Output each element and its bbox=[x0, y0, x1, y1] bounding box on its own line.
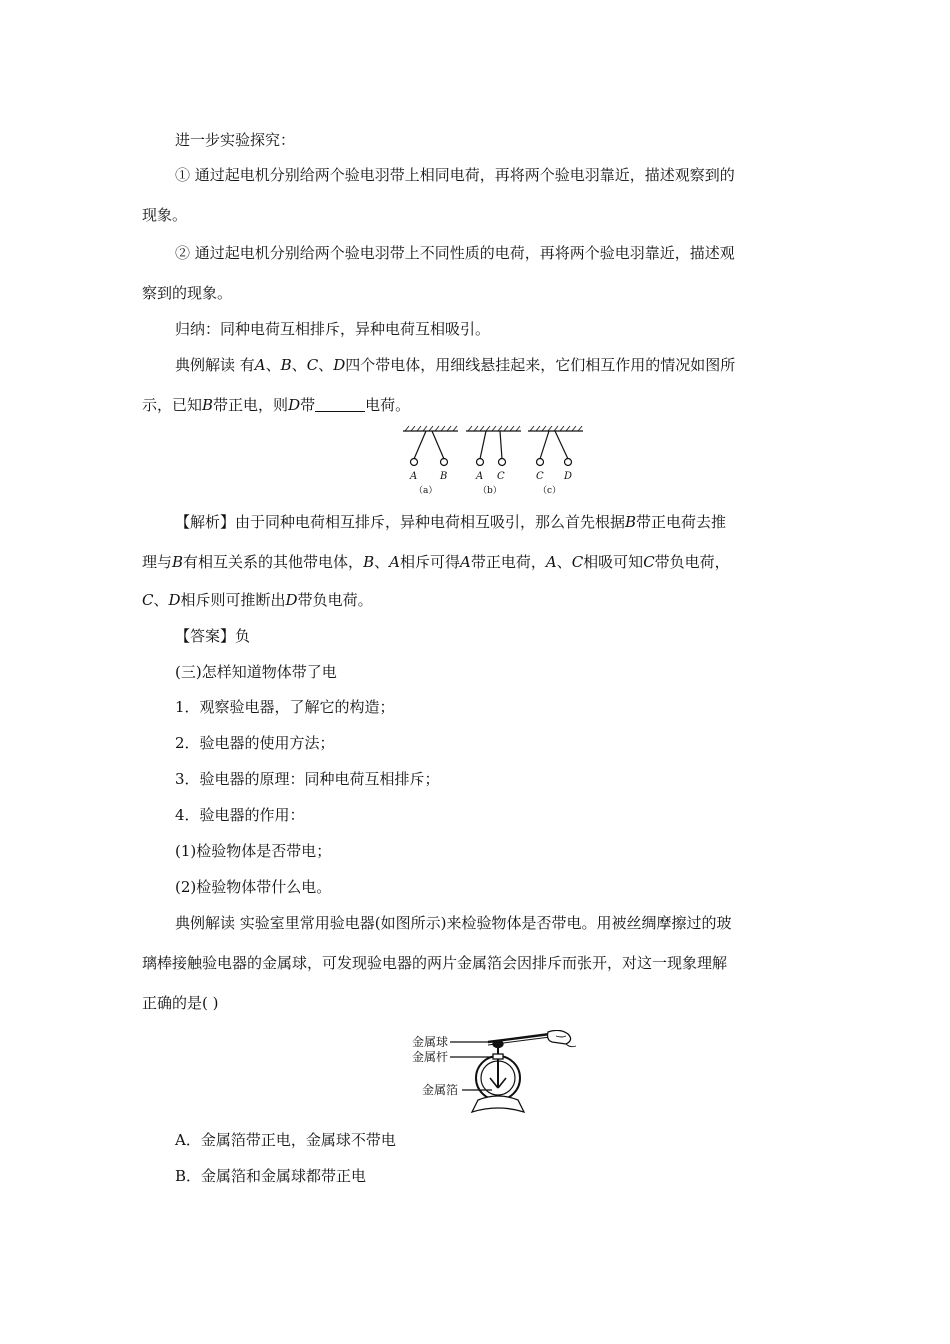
option-b: B．金属箔和金属球都带正电 bbox=[175, 1167, 367, 1185]
fig1-caption-a: （a） bbox=[414, 486, 438, 496]
para-step2-line1: ② 通过起电机分别给两个验电羽带上不同性质的电荷，再将两个验电羽靠近，描述观 bbox=[175, 244, 735, 262]
fig1-caption-c: （c） bbox=[538, 486, 562, 496]
fig2-label-foil: 金属箔 bbox=[422, 1083, 459, 1097]
example1-line2: 示，已知B带正电，则D带 电荷。 bbox=[142, 396, 411, 414]
section-heading: (三)怎样知道物体带了电 bbox=[175, 663, 337, 681]
fig1-label-d1: D bbox=[564, 471, 573, 482]
para-title: 进一步实验探究： bbox=[175, 131, 296, 149]
list-item-2: 2．验电器的使用方法； bbox=[175, 734, 335, 752]
fig1-label-a2: A bbox=[476, 471, 484, 482]
example1-line1: 典例解读 有A、B、C、D四个带电体，用细线悬挂起来，它们相互作用的情况如图所 bbox=[175, 356, 736, 374]
example2-line1: 典例解读 实验室里常用验电器(如图所示)来检验物体是否带电。用被丝绸摩擦过的玻 bbox=[175, 914, 732, 932]
list-item-4: 4．验电器的作用： bbox=[175, 806, 305, 824]
list-item-3: 3．验电器的原理：同种电荷互相排斥； bbox=[175, 770, 440, 788]
answer-blank bbox=[315, 397, 365, 412]
para-step1-line1: ① 通过起电机分别给两个验电羽带上相同电荷，再将两个验电羽靠近，描述观察到的 bbox=[175, 166, 735, 184]
para-step2-line2: 察到的现象。 bbox=[142, 284, 233, 302]
fig1-label-c2: C bbox=[536, 471, 544, 482]
answer: 【答案】负 bbox=[175, 627, 251, 645]
figure-hanging-balls bbox=[400, 424, 590, 500]
option-a: A．金属箔带正电，金属球不带电 bbox=[175, 1131, 396, 1149]
fig2-label-ball: 金属球 bbox=[412, 1035, 449, 1049]
list-subitem-2: (2)检验物体带什么电。 bbox=[175, 878, 332, 896]
fig1-label-a1: A bbox=[410, 471, 418, 482]
analysis-line1: 【解析】由于同种电荷相互排斥，异种电荷相互吸引，那么首先根据B带正电荷去推 bbox=[175, 513, 727, 531]
example2-line3: 正确的是( ) bbox=[142, 994, 219, 1012]
example2-line2: 璃棒接触验电器的金属球，可发现验电器的两片金属箔会因排斥而张开，对这一现象理解 bbox=[142, 954, 728, 972]
para-step1-line2: 现象。 bbox=[142, 206, 188, 224]
fig2-label-rod: 金属杆 bbox=[412, 1050, 449, 1064]
figure-electroscope bbox=[410, 1030, 580, 1120]
fig1-label-c1: C bbox=[497, 471, 505, 482]
list-subitem-1: (1)检验物体是否带电； bbox=[175, 842, 332, 860]
para-summary: 归纳：同种电荷互相排斥，异种电荷互相吸引。 bbox=[175, 320, 491, 338]
fig1-label-b1: B bbox=[440, 471, 448, 482]
analysis-line3: C、D相斥则可推断出D带负电荷。 bbox=[142, 591, 373, 609]
fig1-caption-b: （b） bbox=[478, 486, 502, 496]
analysis-line2: 理与B有相互关系的其他带电体，B、A相斥可得A带正电荷，A、C相吸可知C带负电荷， bbox=[142, 553, 730, 571]
list-item-1: 1．观察验电器，了解它的构造； bbox=[175, 698, 395, 716]
